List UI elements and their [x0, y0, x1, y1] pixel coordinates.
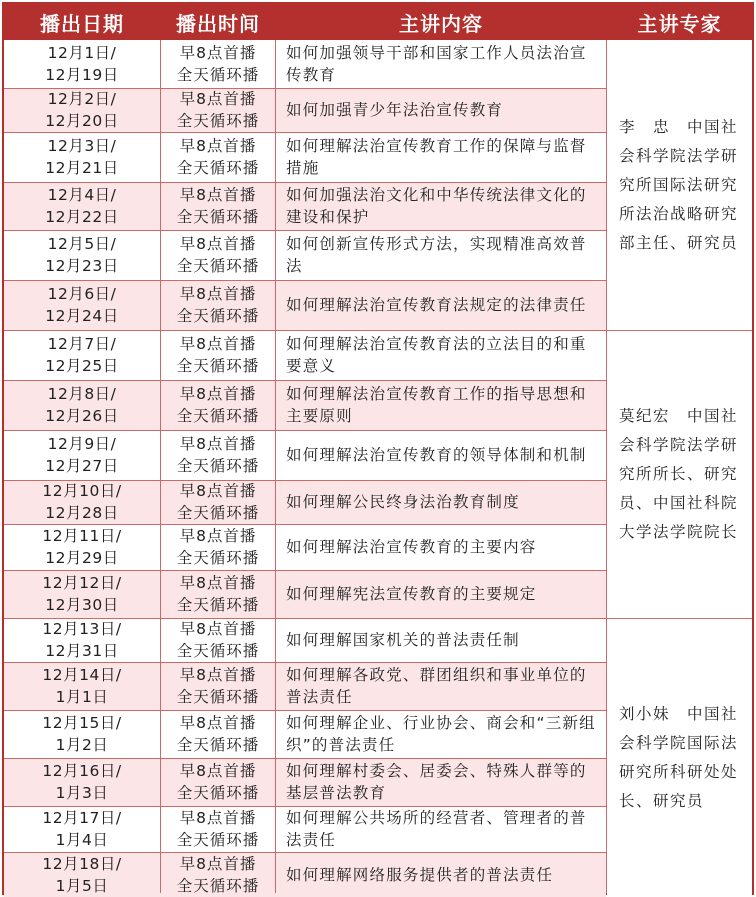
date-line-1: 12月18日/: [42, 854, 122, 873]
lecture-topic-text: 如何理解国家机关的普法责任制: [286, 631, 520, 649]
time-line-1: 早8点首播: [179, 762, 257, 780]
broadcast-time-cell: [161, 280, 275, 330]
broadcast-time-cell: [161, 480, 275, 524]
broadcast-date-cell: [4, 182, 160, 230]
broadcast-date-cell: [4, 132, 160, 182]
lecture-topic-cell: [276, 230, 606, 280]
broadcast-time-cell: [161, 758, 275, 806]
broadcast-time-cell: [161, 132, 275, 182]
broadcast-time-cell: [161, 806, 275, 852]
header-lecture-expert: 主讲专家: [637, 11, 722, 36]
lecture-topic-text: 如何理解宪法宣传教育的主要规定: [286, 585, 537, 603]
time-line-2: 全天循环播: [176, 159, 260, 177]
time-line-2: 全天循环播: [176, 357, 260, 375]
broadcast-date-cell: [4, 710, 160, 758]
date-line-2: 12月28日: [45, 504, 119, 522]
broadcast-date-cell: [4, 430, 160, 480]
date-line-1: 12月3日/: [47, 137, 117, 155]
broadcast-date-cell: [4, 806, 160, 852]
date-line-2: 12月25日: [45, 357, 119, 375]
date-line-2: 12月23日: [45, 257, 119, 275]
time-line-1: 早8点首播: [179, 666, 257, 684]
time-line-2: 全天循环播: [176, 208, 260, 226]
time-line-1: 早8点首播: [179, 90, 257, 108]
date-line-2: 1月4日: [55, 831, 109, 849]
lecture-topic-cell: [276, 40, 606, 88]
header-lecture-content: 主讲内容: [399, 11, 483, 36]
date-line-2: 1月5日: [55, 876, 109, 895]
schedule-table: [2, 2, 754, 895]
date-line-1: 12月8日/: [47, 385, 117, 403]
lecture-topic-text: 如何理解公共场所的经营者、管理者的普法责任: [286, 809, 587, 849]
lecture-topic-text: 如何理解公民终身法治教育制度: [286, 493, 520, 511]
lecture-topic-text: 如何理解村委会、居委会、特殊人群等的基层普法教育: [286, 762, 587, 802]
date-line-1: 12月5日/: [47, 235, 117, 253]
lecture-topic-cell: [276, 182, 606, 230]
time-line-1: 早8点首播: [179, 285, 257, 303]
lecture-topic-cell: [276, 662, 606, 710]
lecture-topic-cell: [276, 480, 606, 524]
date-line-2: 12月22日: [45, 208, 119, 226]
lecture-topic-cell: [276, 280, 606, 330]
date-line-1: 12月2日/: [47, 90, 117, 108]
time-line-1: 早8点首播: [179, 527, 257, 545]
lecture-topic-text: 如何理解法治宣传教育的主要内容: [286, 538, 537, 556]
lecture-topic-cell: [276, 430, 606, 480]
lecture-topic-text: 如何理解企业、行业协会、商会和“三新组织”的普法责任: [286, 714, 596, 754]
time-line-1: 早8点首播: [179, 137, 257, 155]
time-line-2: 全天循环播: [176, 66, 260, 84]
time-line-1: 早8点首播: [179, 186, 257, 204]
date-line-1: 12月17日/: [42, 809, 122, 827]
date-line-2: 1月2日: [55, 736, 109, 754]
date-line-1: 12月16日/: [42, 762, 122, 780]
date-line-2: 12月21日: [45, 159, 119, 177]
time-line-2: 全天循环播: [176, 736, 260, 754]
time-line-2: 全天循环播: [176, 257, 260, 275]
time-line-2: 全天循环播: [176, 307, 260, 325]
broadcast-date-cell: [4, 570, 160, 618]
broadcast-time-cell: [161, 230, 275, 280]
broadcast-date-cell: [4, 230, 160, 280]
header-broadcast-time: 播出时间: [176, 11, 260, 36]
lecture-topic-text: 如何加强青少年法治宣传教育: [286, 101, 504, 119]
time-line-1: 早8点首播: [179, 620, 257, 638]
lecture-topic-cell: [276, 618, 606, 662]
date-line-2: 12月26日: [45, 407, 119, 425]
time-line-2: 全天循环播: [176, 596, 260, 614]
broadcast-time-cell: [161, 40, 275, 88]
broadcast-date-cell: [4, 852, 160, 897]
date-line-1: 12月14日/: [42, 666, 122, 684]
date-line-2: 12月27日: [45, 457, 119, 475]
lecture-expert-cell: [607, 40, 752, 330]
time-line-2: 全天循环播: [176, 688, 260, 706]
broadcast-time-cell: [161, 182, 275, 230]
date-line-2: 12月30日: [45, 596, 119, 614]
date-line-2: 1月1日: [55, 688, 109, 706]
date-line-2: 12月20日: [45, 112, 119, 130]
date-line-1: 12月1日/: [47, 44, 117, 62]
broadcast-time-cell: [161, 618, 275, 662]
time-line-1: 早8点首播: [179, 235, 257, 253]
lecture-topic-text: 如何理解法治宣传教育工作的保障与监督措施: [286, 137, 587, 177]
time-line-2: 全天循环播: [176, 876, 260, 895]
time-line-1: 早8点首播: [179, 482, 257, 500]
date-line-2: 12月31日: [45, 642, 119, 660]
date-line-2: 12月24日: [45, 307, 119, 325]
broadcast-date-cell: [4, 662, 160, 710]
lecture-topic-cell: [276, 330, 606, 380]
time-line-2: 全天循环播: [176, 504, 260, 522]
time-line-1: 早8点首播: [179, 714, 257, 732]
time-line-2: 全天循环播: [176, 407, 260, 425]
date-line-1: 12月4日/: [47, 186, 117, 204]
broadcast-time-cell: [161, 662, 275, 710]
broadcast-time-cell: [161, 710, 275, 758]
broadcast-time-cell: [161, 524, 275, 570]
time-line-1: 早8点首播: [179, 385, 257, 403]
broadcast-time-cell: [161, 380, 275, 430]
time-line-2: 全天循环播: [176, 549, 260, 567]
broadcast-date-cell: [4, 758, 160, 806]
date-line-1: 12月15日/: [42, 714, 122, 732]
time-line-2: 全天循环播: [176, 457, 260, 475]
date-line-1: 12月10日/: [42, 482, 122, 500]
lecture-topic-cell: [276, 132, 606, 182]
time-line-1: 早8点首播: [179, 435, 257, 453]
date-line-1: 12月9日/: [47, 435, 117, 453]
time-line-2: 全天循环播: [176, 831, 260, 849]
header-broadcast-date: 播出日期: [40, 11, 124, 36]
broadcast-date-cell: [4, 330, 160, 380]
lecture-expert-cell: [607, 330, 752, 618]
broadcast-date-cell: [4, 380, 160, 430]
lecture-topic-cell: [276, 524, 606, 570]
time-line-2: 全天循环播: [176, 112, 260, 130]
lecture-topic-text: 如何创新宣传形式方法，实现精准高效普法: [286, 235, 587, 275]
date-line-2: 12月29日: [45, 549, 119, 567]
lecture-topic-cell: [276, 758, 606, 806]
expert-bio-text: 刘小妹 中国社会科学院国际法研究所科研处处长、研究员: [619, 704, 739, 810]
lecture-topic-cell: [276, 88, 606, 132]
lecture-topic-text: 如何理解法治宣传教育法规定的法律责任: [286, 296, 587, 314]
broadcast-date-cell: [4, 524, 160, 570]
lecture-topic-cell: [276, 710, 606, 758]
time-line-1: 早8点首播: [179, 335, 257, 353]
lecture-topic-text: 如何理解各政党、群团组织和事业单位的普法责任: [286, 666, 587, 706]
date-line-1: 12月12日/: [42, 574, 122, 592]
broadcast-time-cell: [161, 852, 275, 897]
lecture-topic-cell: [276, 806, 606, 852]
lecture-topic-text: 如何理解法治宣传教育的领导体制和机制: [286, 446, 587, 464]
lecture-topic-text: 如何加强领导干部和国家工作人员法治宣传教育: [286, 44, 587, 84]
date-line-1: 12月7日/: [47, 335, 117, 353]
broadcast-date-cell: [4, 280, 160, 330]
date-line-2: 1月3日: [55, 784, 109, 802]
broadcast-time-cell: [161, 88, 275, 132]
time-line-2: 全天循环播: [176, 642, 260, 660]
time-line-1: 早8点首播: [179, 574, 257, 592]
lecture-topic-text: 如何加强法治文化和中华传统法律文化的建设和保护: [286, 186, 587, 226]
lecture-topic-cell: [276, 380, 606, 430]
time-line-1: 早8点首播: [179, 809, 257, 827]
table-body: [4, 4, 752, 893]
lecture-topic-text: 如何理解网络服务提供者的普法责任: [286, 865, 554, 884]
date-line-1: 12月6日/: [47, 285, 117, 303]
broadcast-date-cell: [4, 618, 160, 662]
date-line-1: 12月11日/: [42, 527, 122, 545]
broadcast-time-cell: [161, 570, 275, 618]
time-line-1: 早8点首播: [179, 854, 257, 873]
lecture-topic-text: 如何理解法治宣传教育法的立法目的和重要意义: [286, 335, 587, 375]
broadcast-date-cell: [4, 40, 160, 88]
lecture-topic-cell: [276, 852, 606, 897]
broadcast-date-cell: [4, 88, 160, 132]
broadcast-date-cell: [4, 480, 160, 524]
broadcast-time-cell: [161, 430, 275, 480]
date-line-1: 12月13日/: [42, 620, 122, 638]
expert-bio-text: 莫纪宏 中国社会科学院法学研究所所长、研究员、中国社科院大学法学院院长: [619, 406, 739, 541]
lecture-topic-text: 如何理解法治宣传教育工作的指导思想和主要原则: [286, 385, 587, 425]
lecture-topic-cell: [276, 570, 606, 618]
time-line-2: 全天循环播: [176, 784, 260, 802]
lecture-expert-cell: [607, 618, 752, 897]
broadcast-time-cell: [161, 330, 275, 380]
date-line-2: 12月19日: [45, 66, 119, 84]
time-line-1: 早8点首播: [179, 44, 257, 62]
expert-bio-text: 李 忠 中国社会科学院法学研究所国际法研究所法治战略研究部主任、研究员: [619, 117, 739, 252]
